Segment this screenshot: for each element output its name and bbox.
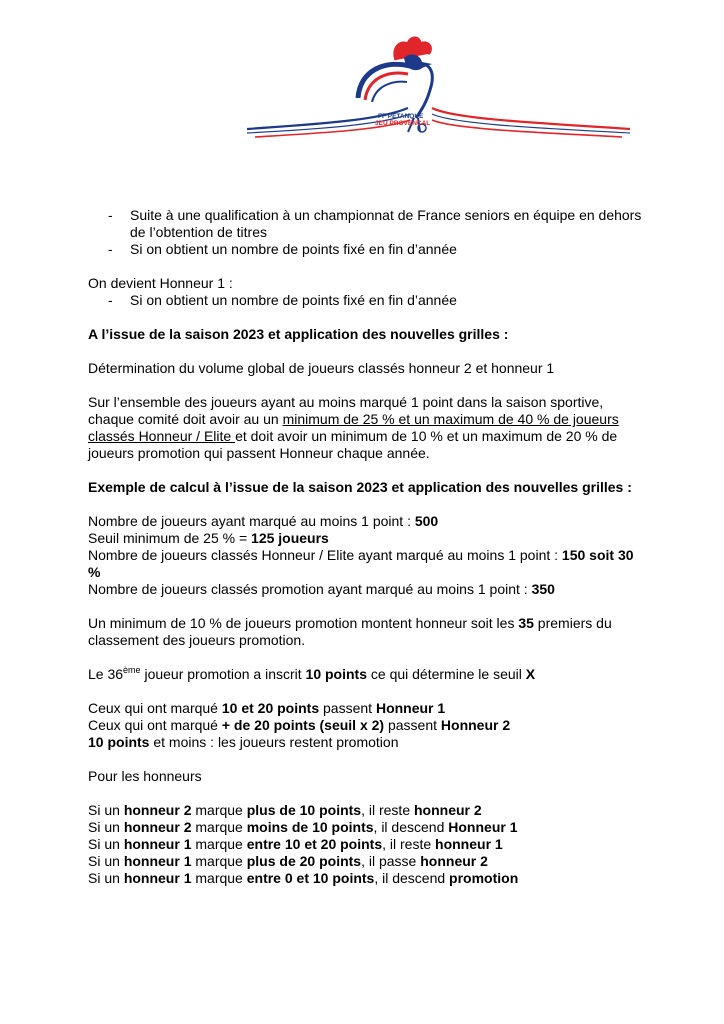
paragraph-determination: Détermination du volume global de joueurs classés honneur 2 et honneur 1 <box>88 360 555 376</box>
section-heading-1: A l’issue de la saison 2023 et application des nouvelles grilles : <box>88 326 509 342</box>
calc-line: Seuil minimum de 25 % = 125 joueurs <box>88 530 329 546</box>
honneur-rules <box>88 802 648 887</box>
rule-line: Si un honneur 1 marque entre 10 et 20 points, il reste honneur 1 <box>88 836 503 852</box>
passes-line: Ceux qui ont marqué 10 et 20 points passent Honneur 1 <box>88 700 446 716</box>
passes-block <box>88 700 648 751</box>
honneur1-list <box>88 292 648 309</box>
pour-les-honneurs: Pour les honneurs <box>88 768 202 784</box>
calc-line: Nombre de joueurs classés promotion ayant marqué au moins 1 point : 350 <box>88 581 555 597</box>
document-body <box>88 207 648 887</box>
rule-line: Si un honneur 1 marque entre 0 et 10 points, il descend promotion <box>88 870 519 886</box>
qualification-list <box>88 207 648 258</box>
ffpjp-rooster-logo <box>0 0 724 150</box>
paragraph-seuil: Le 36ème joueur promotion a inscrit 10 points ce qui détermine le seuil X <box>88 665 536 682</box>
header-logo <box>0 0 724 150</box>
passes-line: Ceux qui ont marqué + de 20 points (seuil x 2) passent Honneur 2 <box>88 717 511 733</box>
calc-line: Nombre de joueurs classés Honneur / Elite ayant marqué au moins 1 point : 150 soit 30 % <box>88 547 634 580</box>
list-item: - Suite à une qualification à un championnat de France seniors en équipe en dehors de l’obtention de titres <box>108 207 642 240</box>
calculation-block <box>88 513 648 598</box>
rule-line: Si un honneur 2 marque moins de 10 points, il descend Honneur 1 <box>88 819 518 835</box>
passes-line: 10 points et moins : les joueurs restent promotion <box>88 734 399 750</box>
paragraph-ensemble: Sur l’ensemble des joueurs ayant au moins marqué 1 point dans la saison sportive, chaque comité doit avoir au un minimum de 25 % et un maximum de 40 % de joueurs classés Honneur / Elite et doit avoir un minimum de 10 % et un maximum de 20 % de joueurs promotion qui passent Honneur chaque année. <box>88 394 619 461</box>
calc-line: Nombre de joueurs ayant marqué au moins 1 point : 500 <box>88 513 439 529</box>
list-item: - Si on obtient un nombre de points fixé en fin d’année <box>108 292 457 308</box>
list-item: - Si on obtient un nombre de points fixé en fin d’année <box>108 241 457 257</box>
rule-line: Si un honneur 2 marque plus de 10 points, il reste honneur 2 <box>88 802 482 818</box>
rule-line: Si un honneur 1 marque plus de 20 points, il passe honneur 2 <box>88 853 488 869</box>
logo-line2: JEU PROVENCAL <box>375 120 431 127</box>
paragraph-minimum: Un minimum de 10 % de joueurs promotion montent honneur soit les 35 premiers du classement des joueurs promotion. <box>88 615 612 648</box>
section-heading-2: Exemple de calcul à l’issue de la saison 2023 et application des nouvelles grilles : <box>88 479 632 495</box>
honneur1-intro: On devient Honneur 1 : <box>88 275 233 291</box>
logo-line1: FF PETANQUE <box>378 113 424 120</box>
